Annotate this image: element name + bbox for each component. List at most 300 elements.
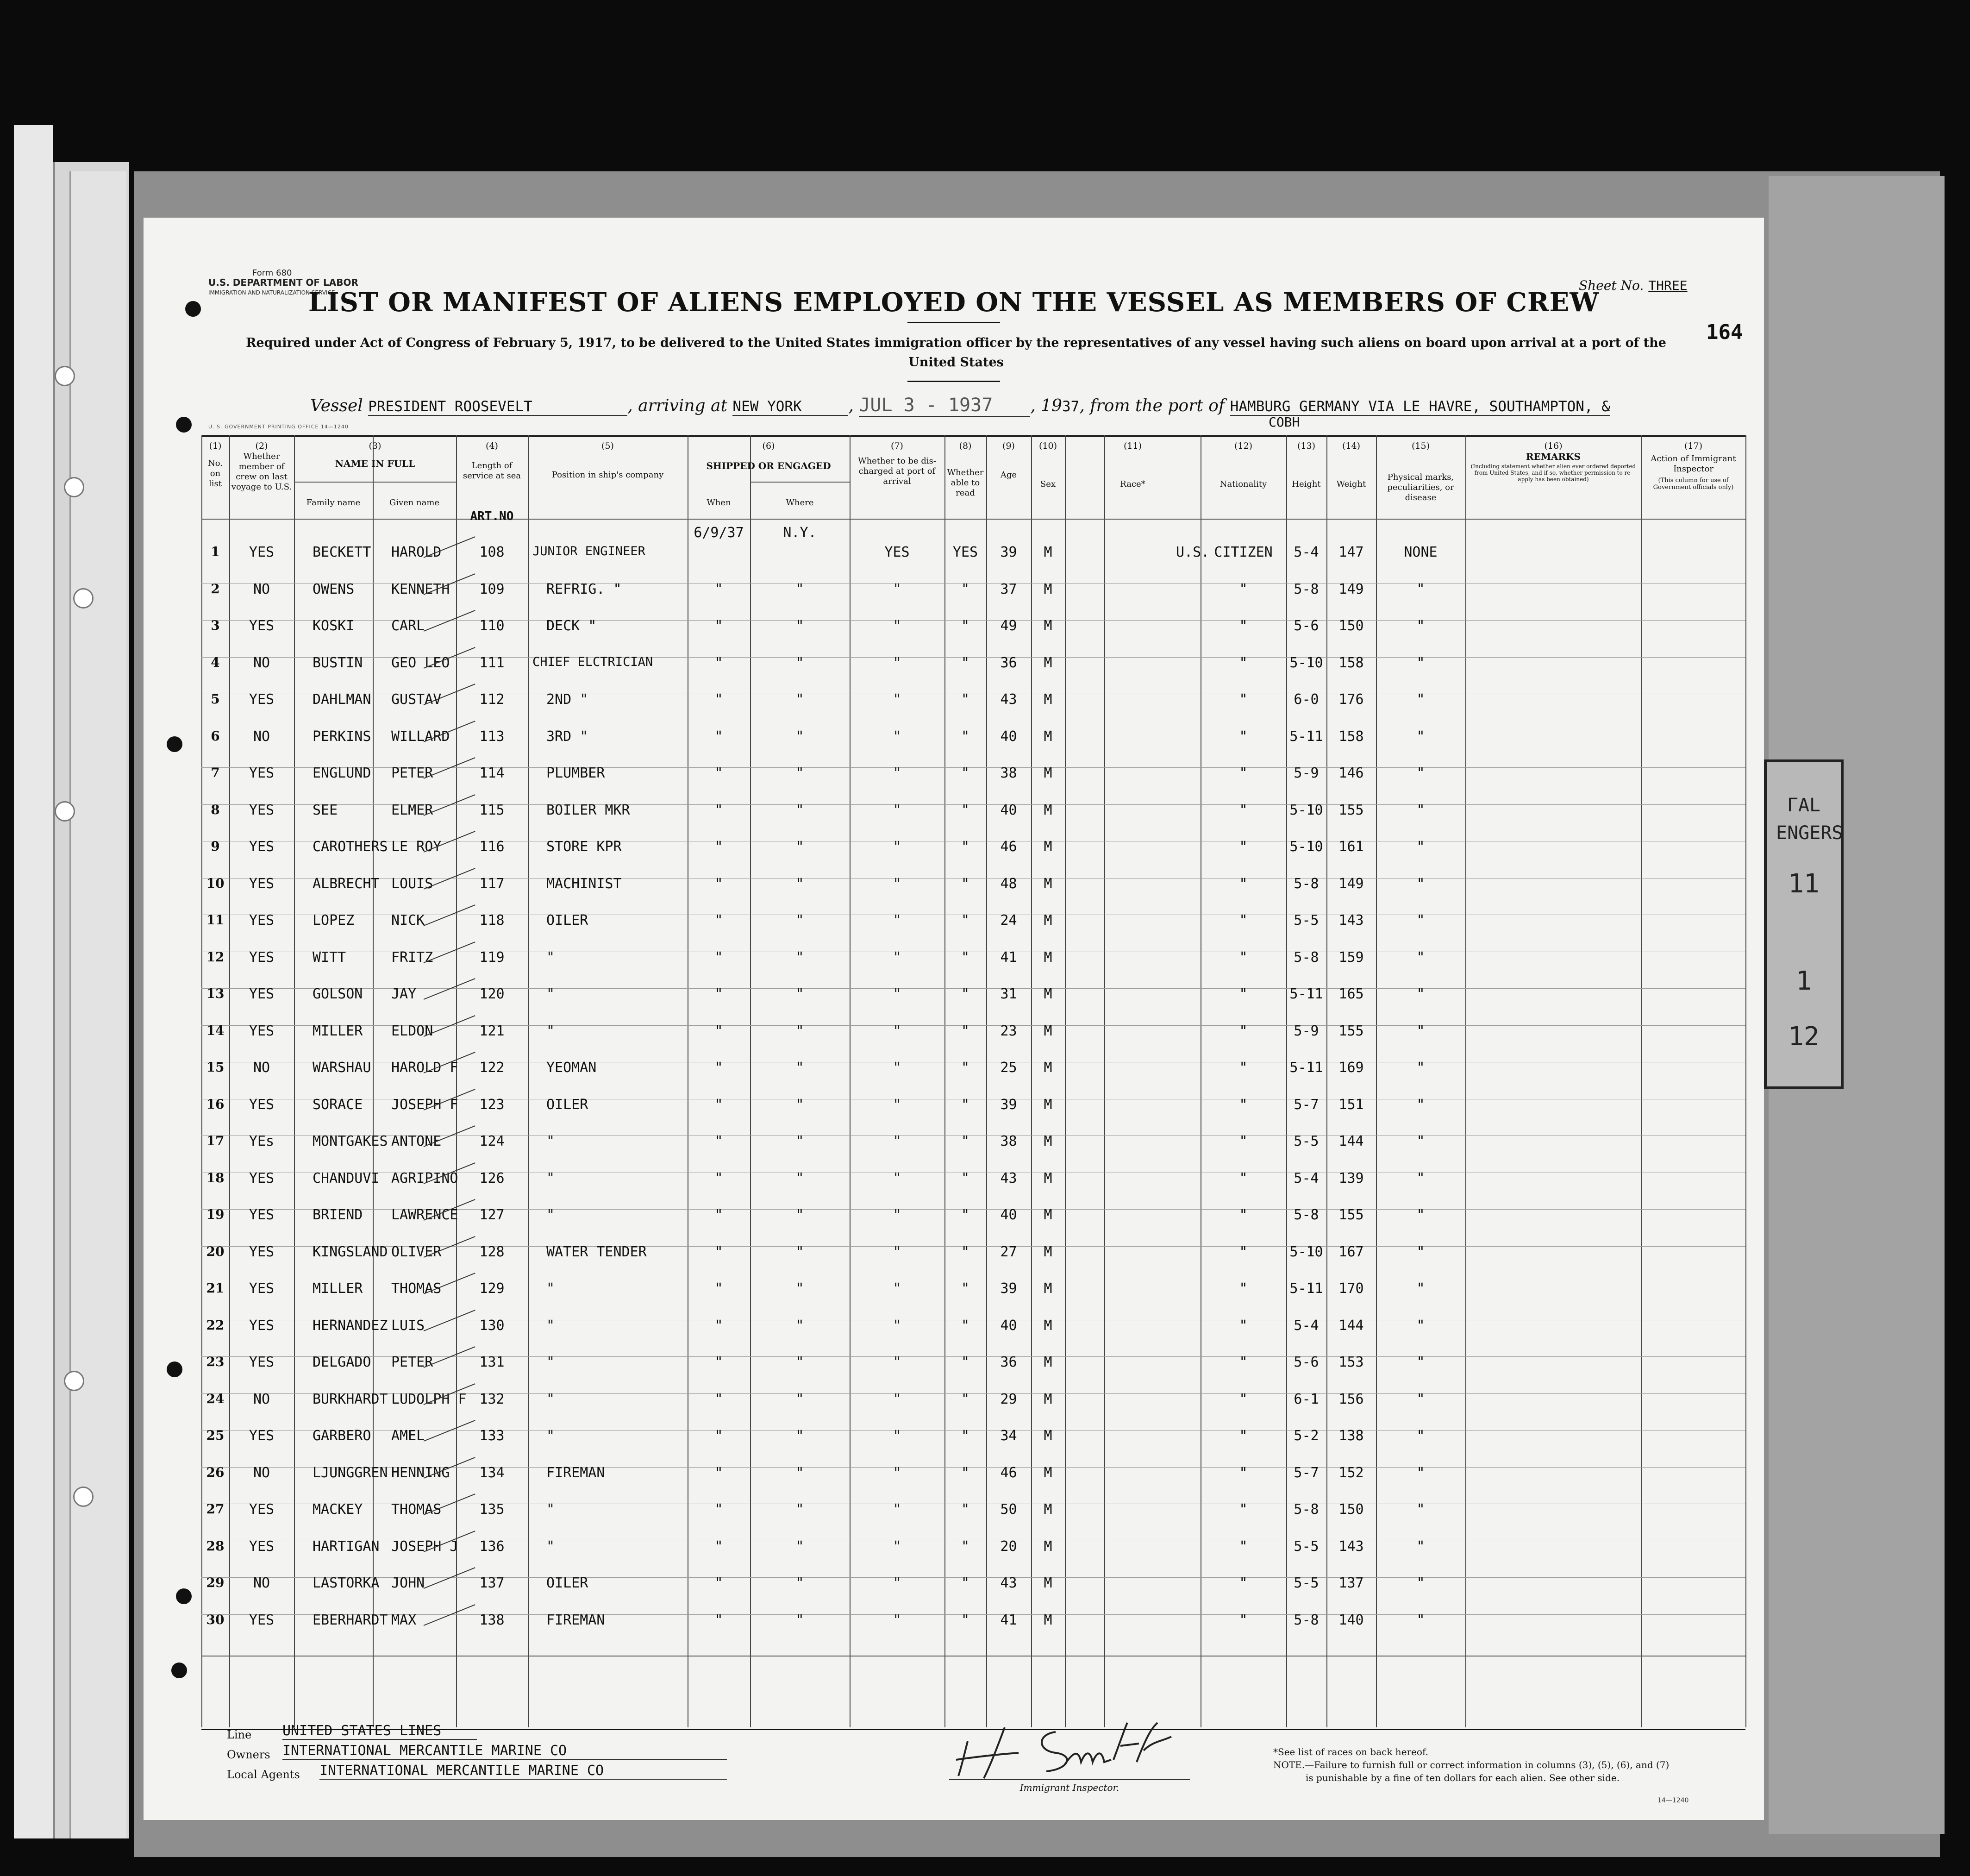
binder-hole [73, 1487, 94, 1507]
member-status: YEs [249, 1133, 275, 1149]
position: 3RD " [546, 728, 588, 745]
nationality: " [1239, 654, 1248, 671]
able-to-read: " [961, 1317, 970, 1334]
sex: M [1044, 654, 1052, 671]
height: 5-5 [1294, 912, 1319, 929]
discharged: " [893, 1317, 901, 1334]
shipped-where: " [795, 1243, 804, 1260]
inspector-label: Immigrant Inspector. [949, 1779, 1190, 1793]
given-name: NICK [391, 912, 425, 929]
member-status: YES [249, 691, 275, 708]
arriving-label: , arriving at [627, 396, 727, 415]
art-number: 113 [479, 728, 505, 745]
row-number: 20 [206, 1243, 225, 1259]
discharged: " [893, 1428, 901, 1444]
physical-marks: " [1416, 581, 1425, 597]
shipped-where: " [795, 1207, 804, 1223]
shipped-where: " [795, 1096, 804, 1113]
manifest-form: Form 680 U.S. DEPARTMENT OF LABOR IMMIGRATION AND NATURALIZATION SERVICE Sheet No. THREE LIST OR MANIFEST OF ALIENS EMPLOYED ON THE VESSEL AS MEMBERS OF CREW Required under Act of Congress of February 5, 1917, to be delivered to the United States immigration officer by the representatives of any vessel having such aliens on board upon arrival at a port of the United States 164 Vessel PRESIDENT ROOSEVELT , arriving at NEW YORK , JUL 3 - 1937 , 1937, from the port of HAMBURG GERMANY VIA LE HAVRE, SOUTHAMPTON, & COBH U. S. GOVERNMENT PRINTING OFFICE 14—1240 (1) (2) (3) (4) (5) (6) (7) (8) (9) (10) (11) (12) (13) (14) (15) (16) (17) No. on list Whether member of crew on last voyage to U.S. NAME IN FULL Family name Given name Length of service at sea Position in ship's company SHIPPED OR ENGAGED When Where Whether to be dis-charged at port of arrival Whether able to read Age Sex Race* Nationality Height Weight Physical marks, peculiarities, or disease REMARKS Action of Immigrant Inspector (Including statement whether alien ever ordered deported from United States, and if so, whether permission to re-apply has been obtained) (This column for use of Government officials only) ART.NO 1 YES BECKETT HAROLD 108 JUNIOR ENGINEER 6/9/37 N.Y. YES YES 39 M U.S. CITIZEN 5-4 147 NONE 2 NO OWENS KENNETH 109 REFRIG. " " " " " 37 M " 5-8 149 " 3 YES KOSKI CARL 110 DECK " " " " " 49 M " 5-6 150 " 4 NO BUSTIN GEO LEO 111 CHIEF ELCTRICIAN " " " " 36 M " 5-10 158 " 5 YES DAHLMAN GUSTAV 112 2ND " " " " " 43 M " 6-0 176 " 6 NO PERKINS WILLARD 113 3RD " " " " " 40 M " 5-11 158 " 7 YES ENGLUND PETER 114 PLUMBER " " " " 38 M " 5-9 146 " 8 YES SEE ELMER 115 BOILER MKR " " " " 40 M " 5-10 155 " 9 YES CAROTHERS LE ROY 116 STORE KPR " " " " 46 M " 5-10 161 " 10 YES ALBRECHT LOUIS 117 MACHINIST " " " " 48 M " 5-8 149 " 11 YES LOPEZ NICK 118 OILER " " " " 24 M " 5-5 143 " 12 YES WITT FRITZ 119 " " " " " 41 M " 5-8 159 " 13 YES GOLSON JAY 120 " " " " " 31 M " 5-11 165 " 14 YES MILLER ELDON 121 " " " " " 23 M " 5-9 155 " 15 NO WARSHAU HAROLD F 122 YEOMAN " " " " 25 M " 5-11 169 " 16 YES SORACE JOSEPH F 123 OILER " " " " 39 M " 5-7 151 " 17 YEs MONTGAKES ANTONE 124 " " " " " 38 M " 5-5 144 " 18 YES CHANDUVI AGRIPINO 126 " " " " " 43 M " 5-4 139 " 19 YES BRIEND LAWRENCE 127 " " " " " 40 M " 5-8 155 " 20 YES KINGSLAND OLIVER 128 WATER TENDER " " " " 27 M " 5-10 167 " 21 YES MILLER THOMAS 129 " " " " " 39 M " 5-11 170 " 22 YES HERNANDEZ LUIS 130 " " " " " 40 M " 5-4 144 " 23 YES DELGADO PETER 131 " " " " " 36 M " 5-6 153 " 24 NO BURKHARDT LUDOLPH F 132 " " " " " 29 M " 6-1 156 " 25 YES GARBERO AMEL 133 " " " " " 34 M " 5-2 138 " 26 NO LJUNGGREN HENNING 134 FIREMAN " " " " 46 M " 5-7 152 " 27 YES MACKEY THOMAS 135 " " " " " 50 M " 5-8 150 " 28 YES HARTIGAN JOSEPH J 136 " " " " " 20 M " 5-5 143 " 29 NO LASTORKA JOHN 137 OILER " " " " 43 M " 5-5 137 " 30 YES EBERHARDT MAX 138 FIREMAN " " " " 41 M " 5-8 140 " Line UNITED STATES LINES Owners INTERNATIONAL MERCANTILE MARINE CO Local Agents INTERNATIONAL MERCANTILE MARINE CO Immigrant Inspector. *See list of races on back hereof. NOTE.—Failure to furnish full or correct information in columns (3), (5), (6), and (7) is punishable by a fine of ten dollars for each alien. See other side. 14—1240 [144, 218, 1764, 1820]
height: 5-4 [1294, 544, 1319, 560]
family-name: BECKETT [313, 544, 371, 560]
height: 5-5 [1294, 1538, 1319, 1555]
nationality: " [1239, 1060, 1248, 1076]
family-name: DELGADO [313, 1354, 371, 1370]
tab-mark: 11 [1788, 869, 1820, 899]
nationality: " [1239, 986, 1248, 1002]
weight: 140 [1338, 1612, 1364, 1628]
family-name: GARBERO [313, 1428, 371, 1444]
length-service-header: Length of service at sea [463, 461, 521, 481]
sex: M [1044, 691, 1052, 708]
given-name: WILLARD [391, 728, 450, 745]
shipped-when: " [714, 875, 723, 892]
given-name: ELDON [391, 1023, 433, 1039]
discharged: " [893, 986, 901, 1002]
shipped-where: " [795, 1464, 804, 1481]
column-rule [1745, 435, 1746, 1727]
owners-label: Owners [227, 1748, 270, 1761]
shipped-when: " [714, 912, 723, 929]
nationality: " [1239, 802, 1248, 818]
nationality: " [1239, 1243, 1248, 1260]
member-header: Whether member of crew on last voyage to U.S. [231, 452, 292, 492]
divider [907, 322, 1000, 323]
row-number: 19 [206, 1207, 225, 1222]
position: STORE KPR [546, 839, 622, 855]
weight: 144 [1338, 1133, 1364, 1149]
row-number: 25 [206, 1428, 225, 1443]
art-number: 130 [479, 1317, 505, 1334]
physical-marks: NONE [1404, 544, 1438, 560]
position: " [546, 1538, 555, 1555]
given-name: THOMAS [391, 1280, 442, 1297]
able-to-read: " [961, 765, 970, 781]
art-number: 111 [479, 654, 505, 671]
art-number: 126 [479, 1170, 505, 1186]
binder-strip [14, 125, 53, 1838]
physical-marks: " [1416, 618, 1425, 634]
vessel-name: PRESIDENT ROOSEVELT [368, 398, 627, 416]
shipped-when: " [714, 802, 723, 818]
art-number: 134 [479, 1464, 505, 1481]
row-number: 10 [206, 875, 225, 891]
shipped-when: " [714, 1133, 723, 1149]
position: JUNIOR ENGINEER [532, 544, 645, 558]
physical-marks: " [1416, 1501, 1425, 1518]
row-number: 21 [206, 1280, 225, 1296]
discharged: " [893, 875, 901, 892]
art-number: 119 [479, 949, 505, 966]
able-to-read: " [961, 986, 970, 1002]
art-number: 128 [479, 1243, 505, 1260]
weight: 139 [1338, 1170, 1364, 1186]
note-line-2: is punishable by a fine of ten dollars for each alien. See other side. [1306, 1772, 1620, 1783]
family-name: EBERHARDT [313, 1612, 388, 1628]
family-name: WITT [313, 949, 346, 966]
able-to-read: " [961, 949, 970, 966]
punch-hole [167, 1362, 182, 1377]
given-name: CARL [391, 618, 425, 634]
given-name: THOMAS [391, 1501, 442, 1518]
physical-marks: " [1416, 691, 1425, 708]
shipped-where: " [795, 654, 804, 671]
sex: M [1044, 1317, 1052, 1334]
subheader-rule [294, 482, 456, 483]
physical-marks: " [1416, 765, 1425, 781]
discharged: " [893, 691, 901, 708]
nationality-header: Nationality [1220, 479, 1267, 489]
owners-value: INTERNATIONAL MERCANTILE MARINE CO [282, 1743, 727, 1760]
column-number: (11) [1123, 441, 1142, 451]
shipped-where: " [795, 1538, 804, 1555]
member-status: YES [249, 1354, 275, 1370]
shipped-when: " [714, 1501, 723, 1518]
column-number: (14) [1342, 441, 1360, 451]
row-number: 27 [206, 1501, 225, 1517]
weight: 144 [1338, 1317, 1364, 1334]
sex: M [1044, 1612, 1052, 1628]
shipped-where: " [795, 1060, 804, 1076]
column-number: (1) [209, 441, 222, 451]
tab-mark: ENGERS [1776, 822, 1843, 844]
family-name: HARTIGAN [313, 1538, 380, 1555]
family-name: SEE [313, 802, 338, 818]
sex-header: Sex [1040, 479, 1056, 489]
shipped-when: " [714, 1280, 723, 1297]
given-name: HAROLD F [391, 1060, 458, 1076]
position: " [546, 949, 555, 966]
weight: 150 [1338, 1501, 1364, 1518]
sex: M [1044, 986, 1052, 1002]
column-number: (3) [369, 441, 381, 451]
discharged: " [893, 1280, 901, 1297]
age: 37 [1000, 581, 1017, 597]
height: 5-8 [1294, 581, 1319, 597]
member-status: NO [253, 728, 270, 745]
shipped-when: " [714, 949, 723, 966]
binder-hole [55, 366, 75, 386]
column-number: (8) [959, 441, 972, 451]
sex: M [1044, 1096, 1052, 1113]
weight: 149 [1338, 581, 1364, 597]
row-number: 15 [206, 1060, 225, 1075]
column-rule [1465, 435, 1466, 1727]
sex: M [1044, 1243, 1052, 1260]
family-name: MILLER [313, 1280, 363, 1297]
height: 5-5 [1294, 1133, 1319, 1149]
shipped-where: " [795, 1428, 804, 1444]
height: 5-8 [1294, 875, 1319, 892]
column-number: (4) [486, 441, 498, 451]
position: " [546, 1428, 555, 1444]
nationality: " [1239, 1575, 1248, 1591]
able-to-read: " [961, 581, 970, 597]
family-name: MILLER [313, 1023, 363, 1039]
shipped-where: " [795, 986, 804, 1002]
given-name: LUIS [391, 1317, 425, 1334]
shipped-where: " [795, 1133, 804, 1149]
column-number: (17) [1684, 441, 1702, 451]
family-name: PERKINS [313, 728, 371, 745]
from-port: HAMBURG GERMANY VIA LE HAVRE, SOUTHAMPTON, & [1230, 398, 1610, 415]
column-rule [528, 435, 529, 1727]
discharged: " [893, 1612, 901, 1628]
date-stamp: JUL 3 - 1937 [859, 395, 1030, 417]
position: " [546, 1317, 555, 1334]
age: 41 [1000, 1612, 1017, 1628]
sex: M [1044, 1207, 1052, 1223]
age: 25 [1000, 1060, 1017, 1076]
nationality: " [1239, 1501, 1248, 1518]
discharged: " [893, 654, 901, 671]
shipped-when: " [714, 1428, 723, 1444]
member-status: NO [253, 581, 270, 597]
row-number: 7 [211, 765, 220, 780]
divider [907, 381, 1000, 382]
weight: 158 [1338, 728, 1364, 745]
member-status: YES [249, 1612, 275, 1628]
nationality: " [1239, 1023, 1248, 1039]
column-number: (12) [1234, 441, 1252, 451]
sex: M [1044, 1170, 1052, 1186]
row-number: 22 [206, 1317, 225, 1333]
shipped-when: " [714, 618, 723, 634]
shipped-when: " [714, 765, 723, 781]
height: 5-8 [1294, 1612, 1319, 1628]
given-name: ELMER [391, 802, 433, 818]
sex: M [1044, 1538, 1052, 1555]
member-status: YES [249, 618, 275, 634]
height: 5-4 [1294, 1317, 1319, 1334]
position: " [546, 1207, 555, 1223]
discharged: " [893, 581, 901, 597]
physical-marks: " [1416, 1207, 1425, 1223]
position: " [546, 1501, 555, 1518]
sex: M [1044, 1575, 1052, 1591]
discharged: " [893, 839, 901, 855]
sex: M [1044, 839, 1052, 855]
remarks-header: REMARKS [1526, 451, 1581, 462]
family-name: SORACE [313, 1096, 363, 1113]
discharged: " [893, 1207, 901, 1223]
nationality: " [1239, 875, 1248, 892]
shipped-when: " [714, 1354, 723, 1370]
physical-marks: " [1416, 875, 1425, 892]
year-prefix: , 19 [1030, 396, 1063, 415]
punch-hole [171, 1663, 187, 1678]
nationality: " [1239, 728, 1248, 745]
row-number: 16 [206, 1096, 225, 1112]
physical-marks: " [1416, 912, 1425, 929]
member-status: YES [249, 912, 275, 929]
weight: 167 [1338, 1243, 1364, 1260]
family-name: LASTORKA [313, 1575, 380, 1591]
art-number: 118 [479, 912, 505, 929]
inspector-signature [954, 1713, 1185, 1783]
height: 5-11 [1289, 1280, 1323, 1297]
physical-marks: " [1416, 654, 1425, 671]
physical-marks: " [1416, 728, 1425, 745]
age: 39 [1000, 1280, 1017, 1297]
weight: 150 [1338, 618, 1364, 634]
position: " [546, 1280, 555, 1297]
age: 34 [1000, 1428, 1017, 1444]
column-number: (9) [1002, 441, 1015, 451]
art-number: 135 [479, 1501, 505, 1518]
physical-marks: " [1416, 1133, 1425, 1149]
when-header: When [707, 498, 731, 508]
line-value: UNITED STATES LINES [282, 1723, 477, 1740]
able-to-read: " [961, 1428, 970, 1444]
age: 40 [1000, 802, 1017, 818]
given-name: HAROLD [391, 544, 442, 560]
shipped-when: " [714, 1317, 723, 1334]
weight-header: Weight [1336, 479, 1366, 489]
arriving-port: NEW YORK [732, 398, 848, 416]
row-number: 9 [211, 839, 220, 854]
member-status: YES [249, 875, 275, 892]
art-number: 137 [479, 1575, 505, 1591]
art-number: 124 [479, 1133, 505, 1149]
position: PLUMBER [546, 765, 605, 781]
age: 31 [1000, 986, 1017, 1002]
member-status: YES [249, 1280, 275, 1297]
given-name: LAWRENCE [391, 1207, 458, 1223]
discharged: " [893, 949, 901, 966]
height: 5-10 [1289, 839, 1323, 855]
physical-marks-header: Physical marks, peculiarities, or disease [1387, 472, 1454, 502]
page-title: LIST OR MANIFEST OF ALIENS EMPLOYED ON THE VESSEL AS MEMBERS OF CREW [308, 287, 1600, 318]
shipped-when: 6/9/37 [694, 525, 744, 541]
able-to-read: " [961, 1612, 970, 1628]
discharged: " [893, 1023, 901, 1039]
shipped-when: " [714, 1538, 723, 1555]
given-name: AMEL [391, 1428, 425, 1444]
weight: 151 [1338, 1096, 1364, 1113]
able-to-read: " [961, 654, 970, 671]
shipped-where: " [795, 949, 804, 966]
height: 5-10 [1289, 654, 1323, 671]
shipped-where: " [795, 1280, 804, 1297]
row-number: 30 [206, 1612, 225, 1627]
height: 5-4 [1294, 1170, 1319, 1186]
weight: 147 [1338, 544, 1364, 560]
member-status: YES [249, 986, 275, 1002]
able-to-read: " [961, 1170, 970, 1186]
art-number: 110 [479, 618, 505, 634]
shipped-when: " [714, 1612, 723, 1628]
family-name: KOSKI [313, 618, 355, 634]
tab-mark: ΓΑL [1787, 795, 1821, 816]
age: 43 [1000, 691, 1017, 708]
given-name: HENNING [391, 1464, 450, 1481]
height: 5-10 [1289, 802, 1323, 818]
sex: M [1044, 1280, 1052, 1297]
shipped-where: " [795, 728, 804, 745]
age: 43 [1000, 1575, 1017, 1591]
position: DECK " [546, 618, 597, 634]
position: OILER [546, 1096, 588, 1113]
height: 5-8 [1294, 1501, 1319, 1518]
race-header: Race* [1120, 479, 1145, 489]
position: OILER [546, 912, 588, 929]
shipped-when: " [714, 1575, 723, 1591]
able-read-header: Whether able to read [947, 468, 984, 498]
weight: 137 [1338, 1575, 1364, 1591]
row-number: 24 [206, 1391, 225, 1406]
shipped-when: " [714, 1391, 723, 1407]
discharged: " [893, 1501, 901, 1518]
given-name-header: Given name [389, 498, 440, 508]
nationality: " [1239, 691, 1248, 708]
punch-hole [176, 417, 192, 433]
nationality: " [1239, 1096, 1248, 1113]
age: 27 [1000, 1243, 1017, 1260]
discharged-header: Whether to be dis-charged at port of arrival [858, 456, 936, 486]
column-number: (7) [891, 441, 903, 451]
shipped-where: " [795, 765, 804, 781]
sex: M [1044, 1060, 1052, 1076]
sex: M [1044, 1133, 1052, 1149]
discharged: " [893, 912, 901, 929]
row-number: 17 [206, 1133, 225, 1148]
row-number: 13 [206, 986, 225, 1001]
position: WATER TENDER [546, 1243, 647, 1260]
height: 5-8 [1294, 949, 1319, 966]
family-name: MACKEY [313, 1501, 363, 1518]
position: CHIEF ELCTRICIAN [532, 654, 653, 669]
position: " [546, 1391, 555, 1407]
art-number: 132 [479, 1391, 505, 1407]
row-number: 28 [206, 1538, 225, 1554]
physical-marks: " [1416, 986, 1425, 1002]
weight: 165 [1338, 986, 1364, 1002]
art-number: 116 [479, 839, 505, 855]
position-header: Position in ship's company [551, 470, 664, 480]
physical-marks: " [1416, 1170, 1425, 1186]
able-to-read: " [961, 1575, 970, 1591]
vessel-label: Vessel [310, 396, 363, 415]
shipped-when: " [714, 1096, 723, 1113]
height: 6-1 [1294, 1391, 1319, 1407]
height: 6-0 [1294, 691, 1319, 708]
given-name: OLIVER [391, 1243, 442, 1260]
family-name: LOPEZ [313, 912, 355, 929]
physical-marks: " [1416, 802, 1425, 818]
art-number: 131 [479, 1354, 505, 1370]
sex: M [1044, 1428, 1052, 1444]
weight: 170 [1338, 1280, 1364, 1297]
column-rule [294, 435, 295, 1727]
name-in-full-header: NAME IN FULL [335, 458, 415, 469]
able-to-read: " [961, 1096, 970, 1113]
family-name: HERNANDEZ [313, 1317, 388, 1334]
discharged: " [893, 1575, 901, 1591]
given-name: GEO LEO [391, 654, 450, 671]
member-status: YES [249, 949, 275, 966]
sex: M [1044, 1464, 1052, 1481]
vessel-line: Vessel PRESIDENT ROOSEVELT , arriving at NEW YORK , JUL 3 - 1937 , 1937, from the port of HAMBURG GERMANY VIA LE HAVRE, SOUTHAMPTON, & [310, 395, 1610, 416]
row-number: 12 [206, 949, 225, 965]
art-number: 109 [479, 581, 505, 597]
art-number: 112 [479, 691, 505, 708]
physical-marks: " [1416, 1023, 1425, 1039]
member-status: YES [249, 544, 275, 560]
art-no-header: ART.NO [470, 509, 514, 523]
height: 5-6 [1294, 618, 1319, 634]
sex: M [1044, 581, 1052, 597]
nationality: " [1239, 581, 1248, 597]
